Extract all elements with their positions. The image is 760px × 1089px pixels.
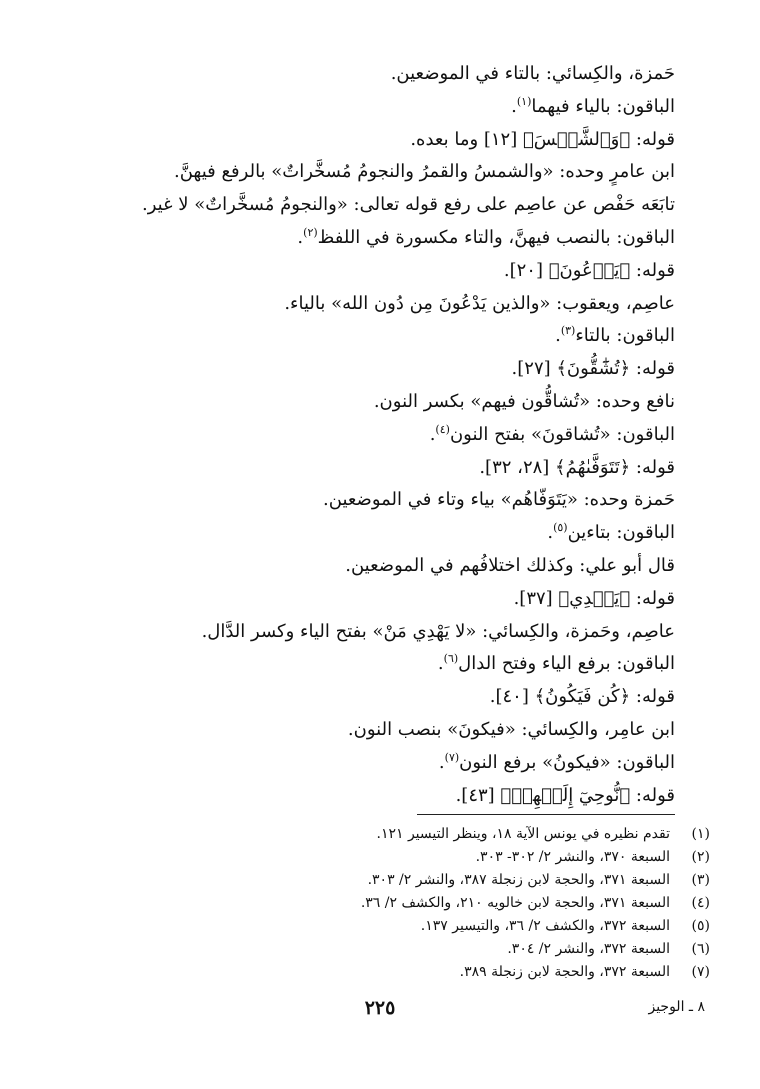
line-text: الباقون: بالياء فيهما xyxy=(531,95,675,117)
text-line xyxy=(55,616,675,649)
line-end: . xyxy=(555,325,561,347)
line-text: ابن عامِر، والكِسائي: «فيكونَ» بنصب النون. xyxy=(347,718,675,740)
signature-mark: ٨ ـ الوجيز xyxy=(648,999,705,1015)
footnote-number: (٤) xyxy=(691,895,710,911)
line-text: قوله: ﴿وَٱلشَّمۡسَ﴾ [١٢] وما بعده. xyxy=(410,128,675,150)
line-text: الباقون: «فيكونُ» برفع النون xyxy=(459,751,675,773)
footnote-item xyxy=(70,869,710,892)
text-line xyxy=(55,320,675,353)
line-text: الباقون: بالنصب فيهنَّ، والتاء مكسورة في اللفظ xyxy=(317,226,675,248)
text-line xyxy=(55,255,675,288)
text-line xyxy=(55,419,675,452)
line-end: . xyxy=(438,751,445,773)
line-text: ابن عامرٍ وحده: «والشمسُ والقمرُ والنجومُ مُسخَّراتٌ» بالرفع فيهنَّ. xyxy=(173,161,675,183)
text-line xyxy=(55,517,675,550)
line-text: قوله: ﴿كُن فَيَكُونُ﴾ [٤٠]. xyxy=(489,686,675,708)
footnote-text: السبعة ٣٧٢، والكشف ٢/ ٣٦، والتيسير ١٣٧. xyxy=(420,918,670,934)
footnote-item xyxy=(70,915,710,938)
footnote-item xyxy=(70,961,710,984)
text-line xyxy=(55,386,675,419)
line-end: . xyxy=(511,95,517,117)
footnote-ref[interactable]: (١) xyxy=(516,94,532,108)
text-line xyxy=(55,714,675,747)
text-line xyxy=(55,681,675,714)
footnote-item xyxy=(70,892,710,915)
footnote-text: السبعة ٣٧١، والحجة لابن زنجلة ٣٨٧، والنشر ٢/ ٣٠٣. xyxy=(367,872,670,888)
line-text: الباقون: بتاءين xyxy=(567,522,675,544)
footnote-ref[interactable]: (٢) xyxy=(303,225,318,239)
text-line xyxy=(55,452,675,485)
line-text: الباقون: «تُشاقونَ» بفتح النون xyxy=(449,423,675,445)
line-text: قال أبو علي: وكذلك اختلافُهم في الموضعين. xyxy=(345,554,675,576)
line-text: تابَعَه حَفْص عن عاصِم على رفع قوله تعالى: «والنجومُ مُسخَّراتٌ» لا غير. xyxy=(142,194,675,216)
footnote-number: (٧) xyxy=(691,964,710,980)
footnote-item xyxy=(70,938,710,961)
line-end: . xyxy=(437,653,444,675)
line-text: قوله: ﴿تُشَٰٓقُّونَ﴾ [٢٧]. xyxy=(511,358,675,380)
text-line xyxy=(55,550,675,583)
text-line xyxy=(55,583,675,616)
line-end: . xyxy=(429,423,436,445)
footnote-text: السبعة ٣٧٢، والحجة لابن زنجلة ٣٨٩. xyxy=(459,964,670,980)
line-text: حَمزة وحده: «يَتَوَفّاهُم» بياء وتاء في الموضعين. xyxy=(323,489,675,511)
line-text: عاصِم، ويعقوب: «والذين يَدْعُونَ مِن دُون الله» بالياء. xyxy=(284,292,675,314)
text-line xyxy=(55,222,675,255)
footnote-number: (٥) xyxy=(691,918,710,934)
footnote-number: (٢) xyxy=(691,849,710,865)
text-line xyxy=(55,747,675,780)
text-line xyxy=(55,484,675,517)
footnotes xyxy=(70,823,710,984)
footnote-ref[interactable]: (٧) xyxy=(444,750,460,764)
page-number: ٢٢٥ xyxy=(364,997,396,1019)
line-text: الباقون: بالتاء xyxy=(575,325,675,347)
line-text: قوله: ﴿يَدۡعُونَ﴾ [٢٠]. xyxy=(503,259,675,281)
footnote-text: السبعة ٣٧١، والحجة لابن خالويه ٢١٠، والكشف ٢/ ٣٦. xyxy=(360,895,670,911)
footnote-text: السبعة ٣٧٠، والنشر ٢/ ٣٠٢- ٣٠٣. xyxy=(475,849,670,865)
line-text: قوله: ﴿نُّوحِيٓ إِلَيۡهِمۡ﴾ [٤٣]. xyxy=(455,784,675,806)
footnote-ref[interactable]: (٣) xyxy=(560,324,576,338)
footnote-number: (١) xyxy=(691,826,710,842)
line-text: قوله: ﴿يَهۡدِي﴾ [٣٧]. xyxy=(513,587,675,609)
text-line xyxy=(55,58,675,91)
line-text: حَمزة، والكِسائي: بالتاء في الموضعين. xyxy=(390,63,675,84)
text-line xyxy=(55,780,675,813)
line-end: . xyxy=(547,522,554,544)
text-line xyxy=(55,91,675,124)
text-line xyxy=(55,156,675,189)
text-line xyxy=(55,353,675,386)
footnote-item xyxy=(70,846,710,869)
line-end: . xyxy=(297,226,304,248)
text-line xyxy=(55,189,675,222)
line-text: نافع وحده: «تُشاقُّون فيهم» بكسر النون. xyxy=(373,390,675,412)
line-text: عاصِم، وحَمزة، والكِسائي: «لا يَهْدِي مَنْ» بفتح الياء وكسر الدَّال. xyxy=(201,620,675,642)
main-text xyxy=(55,58,675,812)
footnote-item xyxy=(70,823,710,846)
footnote-number: (٦) xyxy=(691,941,710,957)
footnote-text: السبعة ٣٧٢، والنشر ٢/ ٣٠٤. xyxy=(507,941,670,957)
line-text: الباقون: برفع الياء وفتح الدال xyxy=(458,653,675,675)
footnote-ref[interactable]: (٦) xyxy=(443,652,459,666)
text-line xyxy=(55,648,675,681)
text-line xyxy=(55,124,675,157)
footnote-text: تقدم نظيره في يونس الآية ١٨، وينظر التيسير ١٢١. xyxy=(376,826,670,842)
footnote-ref[interactable]: (٥) xyxy=(553,521,568,535)
footnote-ref[interactable]: (٤) xyxy=(435,422,450,436)
text-line xyxy=(55,288,675,321)
footnote-divider xyxy=(417,814,675,815)
line-text: قوله: ﴿تَتَوَفَّىٰهُمُ﴾ [٢٨، ٣٢]. xyxy=(479,456,675,478)
footnote-number: (٣) xyxy=(691,872,710,888)
